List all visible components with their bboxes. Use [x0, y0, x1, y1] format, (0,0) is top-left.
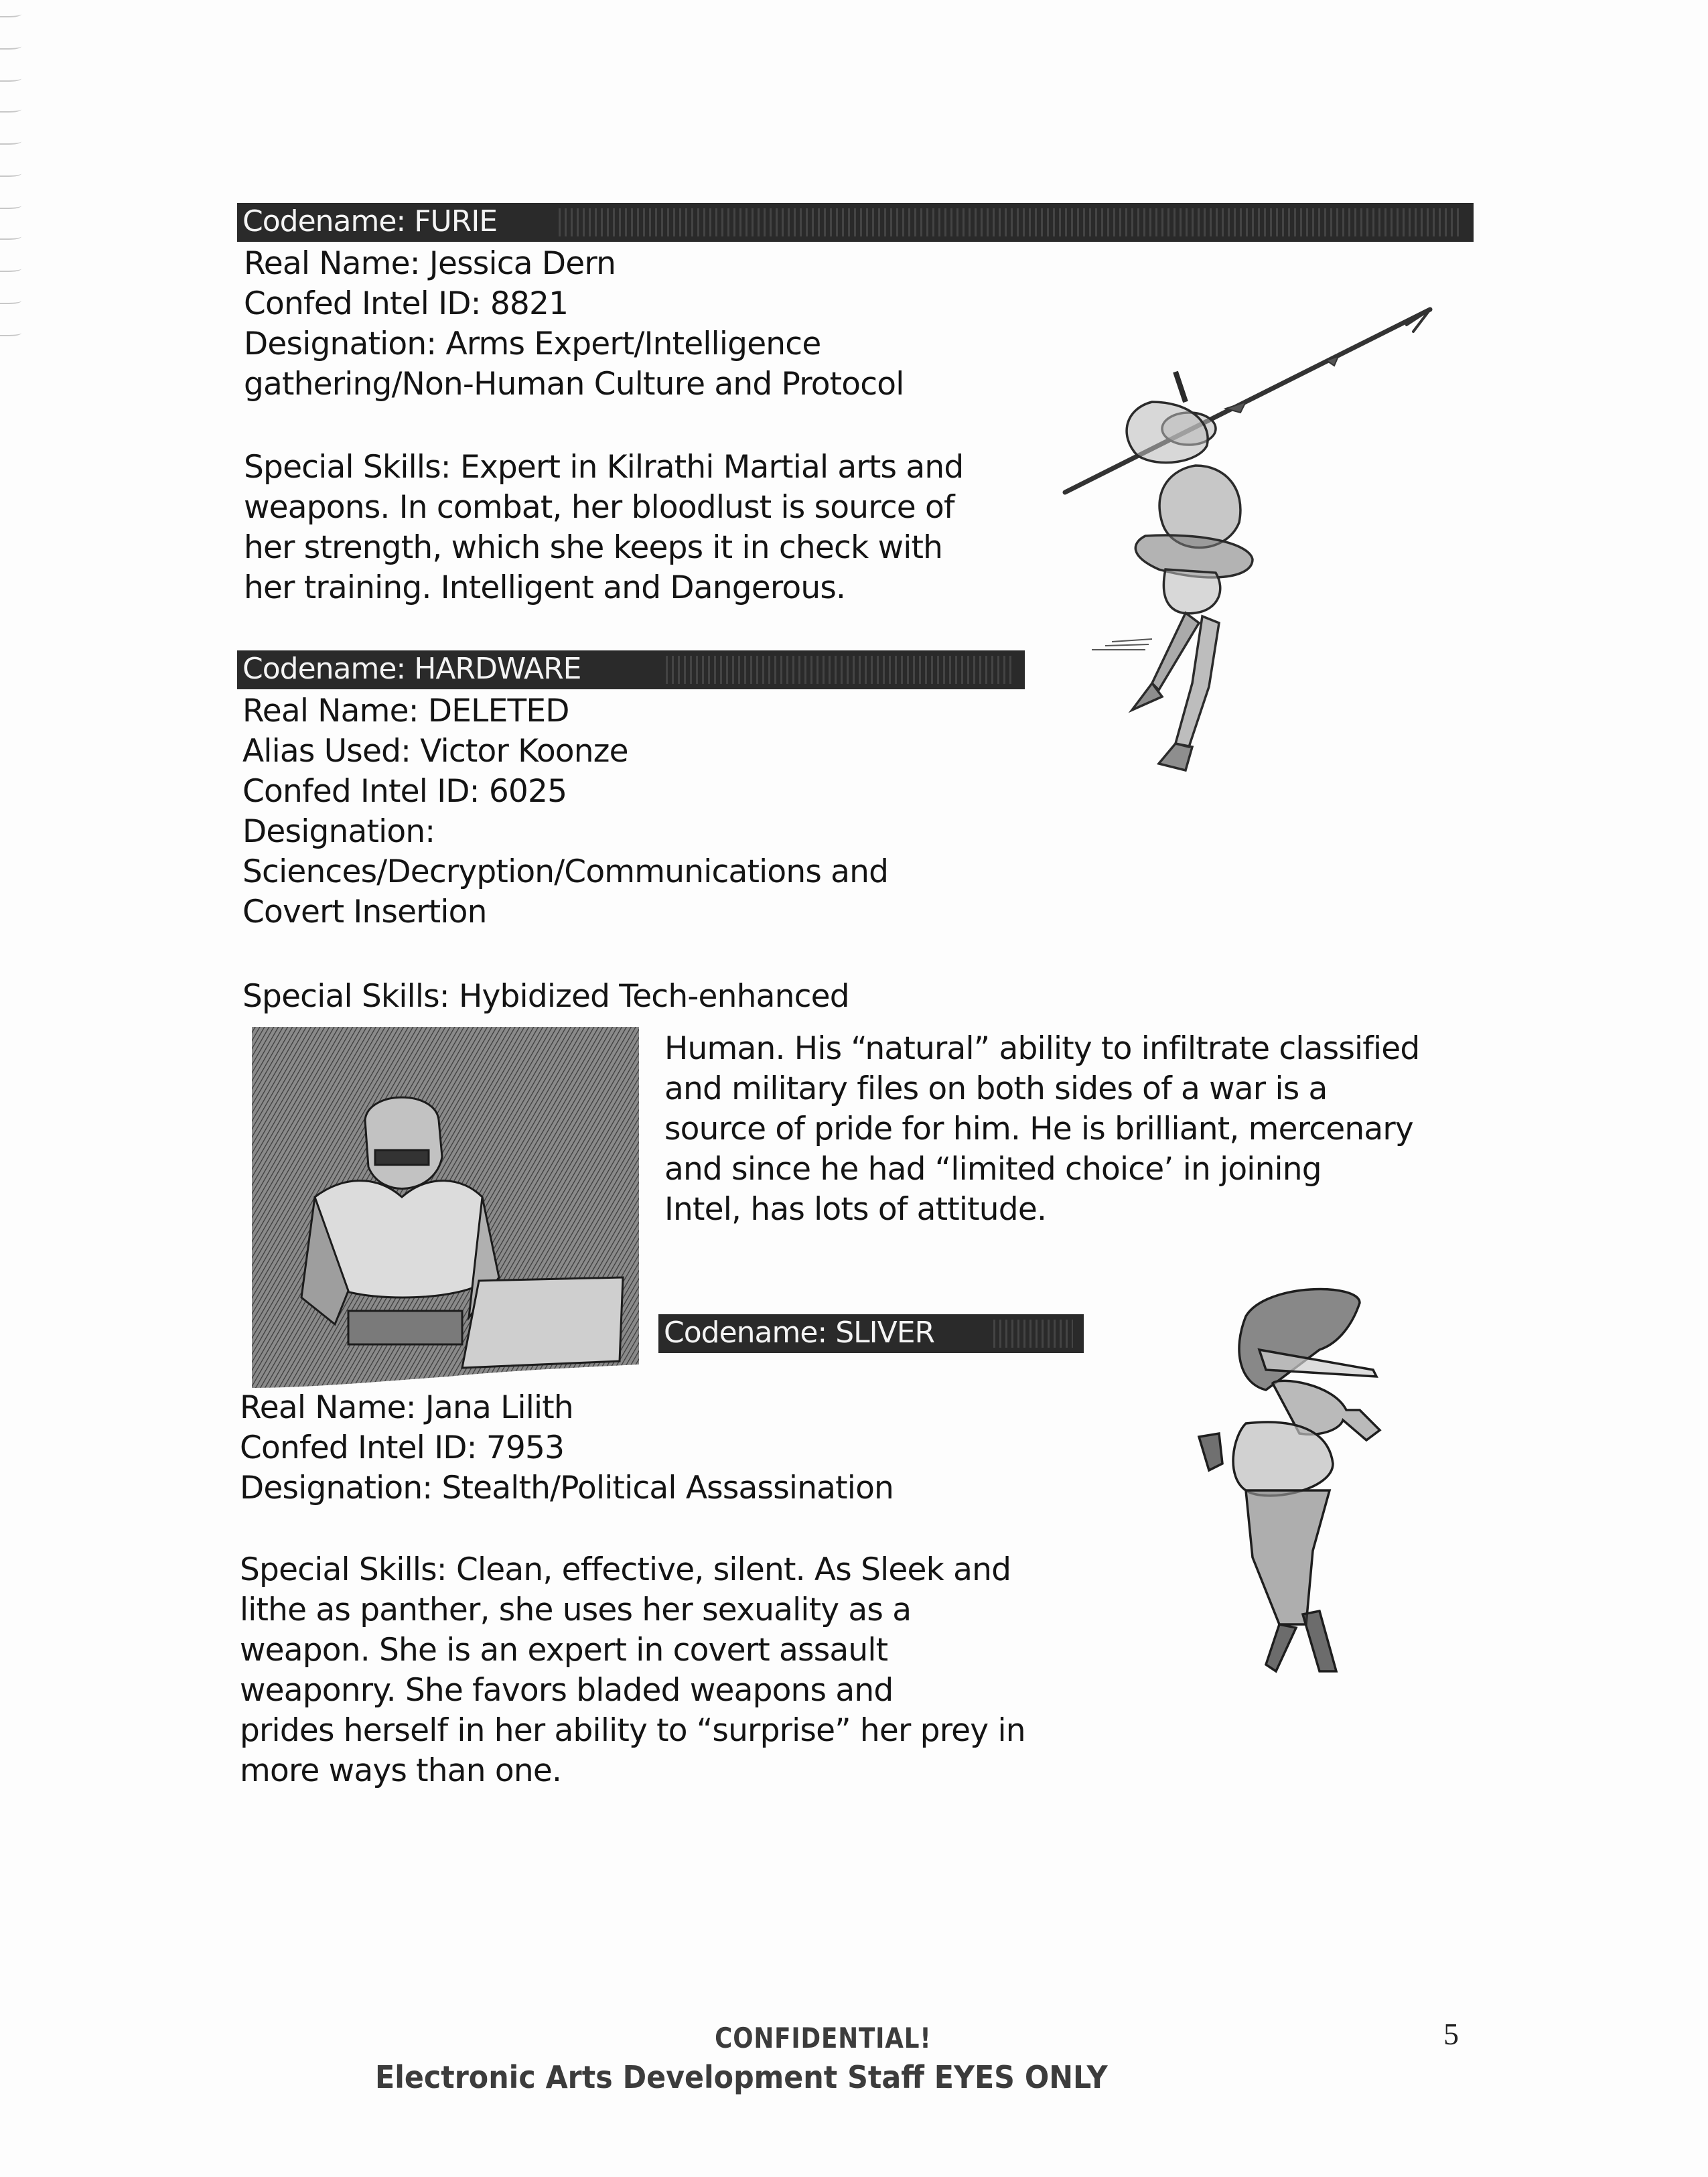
hardware-special-skills: [664, 1029, 1419, 1230]
designation-cont: Covert Insertion: [242, 894, 487, 930]
codename-label: Codename: HARDWARE: [242, 652, 581, 686]
designation: Designation: Stealth/Political Assassination: [240, 1470, 894, 1506]
confidential-stamp: [123, 2022, 1575, 2054]
punch-mark: [0, 12, 21, 17]
real-name: Real Name: Jessica Dern: [244, 245, 616, 282]
scan-noise: [993, 1320, 1073, 1348]
skills-line: and military files on both sides of a war is a: [664, 1070, 1328, 1107]
skills-line: Special Skills: Clean, effective, silent. As Sleek and: [240, 1551, 1011, 1588]
hardware-skills-intro: Special Skills: Hybidized Tech-enhanced: [242, 978, 849, 1015]
skills-line: lithe as panther, she uses her sexuality as a: [240, 1592, 912, 1628]
skills-line: Human. His “natural” ability to infiltrate classified: [664, 1030, 1420, 1067]
punch-mark: [0, 299, 21, 304]
hardware-illustration: [248, 1023, 643, 1388]
scan-noise: [666, 656, 1014, 684]
intel-id: Confed Intel ID: 6025: [242, 773, 567, 810]
scan-noise: [559, 208, 1463, 236]
designation: Designation:: [242, 813, 435, 850]
skills-line: weaponry. She favors bladed weapons and: [240, 1672, 894, 1709]
hardware-fields: [242, 691, 888, 932]
spear-icon: [1065, 309, 1430, 492]
real-name: Real Name: DELETED: [242, 693, 569, 729]
punch-mark: [0, 331, 21, 336]
figure-sketch: [1199, 1289, 1380, 1671]
intel-id: Confed Intel ID: 8821: [244, 285, 569, 322]
sliver-fields: [240, 1388, 894, 1508]
punch-mark: [0, 204, 21, 209]
intel-id: Confed Intel ID: 7953: [240, 1429, 565, 1466]
sliver-special-skills: [240, 1550, 1025, 1791]
shadow-mark: [1092, 639, 1152, 650]
designation-cont: Sciences/Decryption/Communications and: [242, 853, 889, 890]
codename-header-furie: [237, 203, 1474, 242]
real-name: Real Name: Jana Lilith: [240, 1389, 573, 1426]
designation-cont: gathering/Non-Human Culture and Protocol: [244, 366, 904, 403]
punch-mark: [0, 234, 21, 240]
eyes-only-notice: Electronic Arts Development Staff EYES ONLY: [375, 2059, 1108, 2095]
skills-line: prides herself in her ability to “surprise” her prey in: [240, 1712, 1025, 1749]
sliver-illustration: [1186, 1276, 1407, 1979]
furie-illustration: [1058, 301, 1447, 1025]
punch-mark: [0, 107, 21, 113]
designation: Designation: Arms Expert/Intelligence: [244, 326, 821, 362]
confidential-text: CONFIDENTIAL!: [715, 2022, 932, 2054]
punch-mark: [0, 44, 21, 50]
furie-special-skills: [244, 447, 963, 608]
skills-line: Special Skills: Expert in Kilrathi Martial arts and: [244, 449, 964, 486]
skills-line: weapons. In combat, her bloodlust is source of: [244, 489, 954, 526]
punch-mark: [0, 139, 21, 145]
skills-line: her training. Intelligent and Dangerous.: [244, 569, 846, 606]
codename-header-hardware: [237, 650, 1025, 689]
furie-fields: [244, 244, 904, 405]
skills-line: Intel, has lots of attitude.: [664, 1191, 1047, 1228]
skills-line: source of pride for him. He is brilliant, mercenary: [664, 1111, 1413, 1147]
alias: Alias Used: Victor Koonze: [242, 733, 628, 770]
page-number: 5: [1443, 2017, 1459, 2051]
codename-label: Codename: SLIVER: [664, 1316, 935, 1350]
skills-line: weapon. She is an expert in covert assault: [240, 1632, 888, 1669]
skills-line: her strength, which she keeps it in check with: [244, 529, 943, 566]
punch-mark: [0, 267, 21, 272]
skills-line: and since he had “limited choice’ in joining: [664, 1151, 1322, 1188]
codename-label: Codename: FURIE: [242, 204, 498, 238]
figure-sketch: [1127, 372, 1253, 770]
codename-header-sliver: [658, 1314, 1084, 1353]
punch-mark: [0, 171, 21, 177]
punch-mark: [0, 76, 21, 82]
skills-line: more ways than one.: [240, 1752, 562, 1789]
